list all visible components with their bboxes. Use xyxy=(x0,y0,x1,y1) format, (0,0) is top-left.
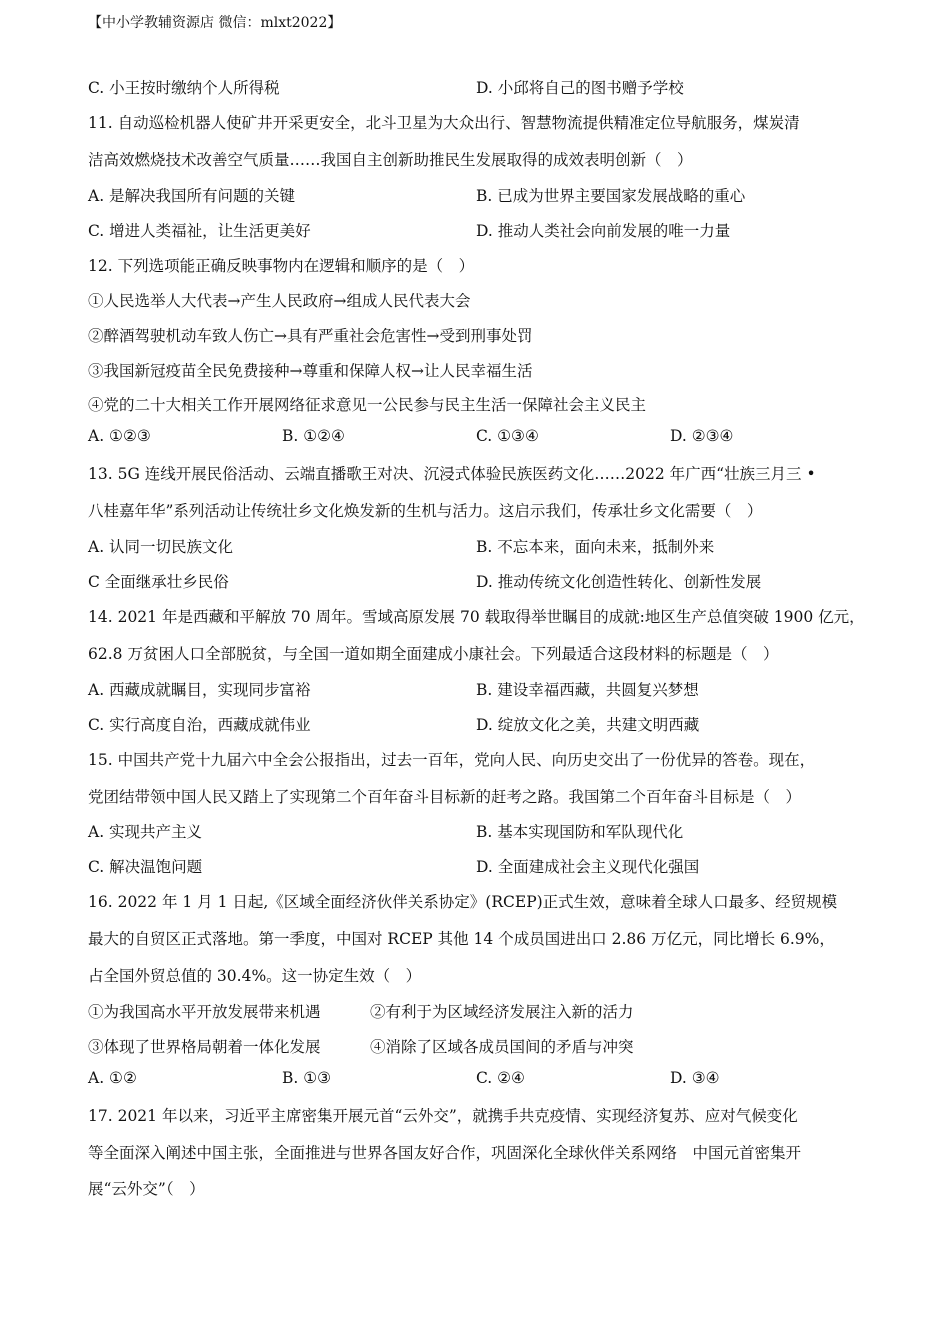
q13-option-d[interactable]: D. 推动传统文化创造性转化、创新性发展 xyxy=(476,573,762,591)
q13-stem-line-1: 13. 5G 连线开展民俗活动、云端直播歌王对决、沉浸式体验民族医药文化……2022 年广西“壮族三月三 • xyxy=(88,465,816,483)
q13-option-a[interactable]: A. 认同一切民族文化 xyxy=(88,538,234,556)
q16-stem-line-3: 占全国外贸总值的 30.4%。这一协定生效（ ） xyxy=(88,967,422,985)
q14-option-a[interactable]: A. 西藏成就瞩目，实现同步富裕 xyxy=(88,681,311,699)
q12-option-a[interactable]: A. ①②③ xyxy=(88,427,151,445)
q11-option-d[interactable]: D. 推动人类社会向前发展的唯一力量 xyxy=(476,222,731,240)
q17-stem-line-1: 17. 2021 年以来，习近平主席密集开展元首“云外交”，就携手共克疫情、实现经济复苏、应对气候变化 xyxy=(88,1107,798,1125)
q13-stem-line-2: 八桂嘉年华”系列活动让传统壮乡文化焕发新的生机与活力。这启示我们，传承壮乡文化需要（ ） xyxy=(88,502,763,520)
q10-option-c[interactable]: C. 小王按时缴纳个人所得税 xyxy=(88,79,280,97)
q16-option-c[interactable]: C. ②④ xyxy=(476,1069,525,1087)
q12-option-d[interactable]: D. ②③④ xyxy=(670,427,734,445)
q11-option-b[interactable]: B. 已成为世界主要国家发展战略的重心 xyxy=(476,187,746,205)
q16-option-b[interactable]: B. ①③ xyxy=(282,1069,332,1087)
q12-option-b[interactable]: B. ①②④ xyxy=(282,427,345,445)
q14-option-c[interactable]: C. 实行高度自治，西藏成就伟业 xyxy=(88,716,311,734)
q15-option-d[interactable]: D. 全面建成社会主义现代化强国 xyxy=(476,858,700,876)
q14-stem-line-2: 62.8 万贫困人口全部脱贫，与全国一道如期全面建成小康社会。下列最适合这段材料的标题是（ ） xyxy=(88,645,779,663)
q16-statement-1: ①为我国高水平开放发展带来机遇 xyxy=(88,1003,321,1021)
q14-option-b[interactable]: B. 建设幸福西藏，共圆复兴梦想 xyxy=(476,681,699,699)
q13-option-c[interactable]: C 全面继承壮乡民俗 xyxy=(88,573,229,591)
q15-option-c[interactable]: C. 解决温饱问题 xyxy=(88,858,203,876)
q11-stem-line-1: 11. 自动巡检机器人使矿井开采更安全，北斗卫星为大众出行、智慧物流提供精准定位导航服务，煤炭清 xyxy=(88,114,800,132)
q16-statement-4: ④消除了区域各成员国间的矛盾与冲突 xyxy=(370,1038,634,1056)
q15-stem-line-1: 15. 中国共产党十九届六中全会公报指出，过去一百年，党向人民、向历史交出了一份优异的答卷。现在， xyxy=(88,751,816,769)
q17-stem-line-3: 展“云外交”（ ） xyxy=(88,1180,205,1198)
q12-statement-3: ③我国新冠疫苗全民免费接种→尊重和保障人权→让人民幸福生活 xyxy=(88,362,533,380)
q11-stem-line-2: 洁高效燃烧技术改善空气质量……我国自主创新助推民生发展取得的成效表明创新（ ） xyxy=(88,151,693,169)
q15-option-a[interactable]: A. 实现共产主义 xyxy=(88,823,203,841)
q12-statement-2: ②醉酒驾驶机动车致人伤亡→具有严重社会危害性→受到刑事处罚 xyxy=(88,327,533,345)
q14-stem-line-1: 14. 2021 年是西藏和平解放 70 周年。雪域高原发展 70 载取得举世瞩目的成就:地区生产总值突破 1900 亿元， xyxy=(88,608,865,626)
q12-statement-1: ①人民选举人大代表→产生人民政府→组成人民代表大会 xyxy=(88,292,471,310)
q16-statement-3: ③体现了世界格局朝着一体化发展 xyxy=(88,1038,321,1056)
q10-option-d[interactable]: D. 小邱将自己的图书赠予学校 xyxy=(476,79,684,97)
q13-option-b[interactable]: B. 不忘本来，面向未来，抵制外来 xyxy=(476,538,715,556)
q16-stem-line-1: 16. 2022 年 1 月 1 日起,《区域全面经济伙伴关系协定》(RCEP)正式生效，意味着全球人口最多、经贸规模 xyxy=(88,893,838,911)
q16-option-a[interactable]: A. ①② xyxy=(88,1069,137,1087)
q15-stem-line-2: 党团结带领中国人民又踏上了实现第二个百年奋斗目标新的赶考之路。我国第二个百年奋斗目标是（ ） xyxy=(88,788,802,806)
q11-option-a[interactable]: A. 是解决我国所有问题的关键 xyxy=(88,187,296,205)
q11-option-c[interactable]: C. 增进人类福祉，让生活更美好 xyxy=(88,222,311,240)
page-header-watermark: 【中小学教辅资源店 微信：mlxt2022】 xyxy=(88,15,342,31)
q12-stem: 12. 下列选项能正确反映事物内在逻辑和顺序的是（ ） xyxy=(88,257,475,275)
q14-option-d[interactable]: D. 绽放文化之美，共建文明西藏 xyxy=(476,716,700,734)
q12-statement-4: ④党的二十大相关工作开展网络征求意见一公民参与民主生活一保障社会主义民主 xyxy=(88,396,647,414)
q16-option-d[interactable]: D. ③④ xyxy=(670,1069,720,1087)
q12-option-c[interactable]: C. ①③④ xyxy=(476,427,539,445)
q15-option-b[interactable]: B. 基本实现国防和军队现代化 xyxy=(476,823,684,841)
q17-stem-line-2: 等全面深入阐述中国主张，全面推进与世界各国友好合作，巩固深化全球伙伴关系网络 中国元首密集开 xyxy=(88,1144,802,1162)
q16-stem-line-2: 最大的自贸区正式落地。第一季度，中国对 RCEP 其他 14 个成员国进出口 2.86 万亿元，同比增长 6.9%， xyxy=(88,930,835,948)
q16-statement-2: ②有利于为区域经济发展注入新的活力 xyxy=(370,1003,634,1021)
